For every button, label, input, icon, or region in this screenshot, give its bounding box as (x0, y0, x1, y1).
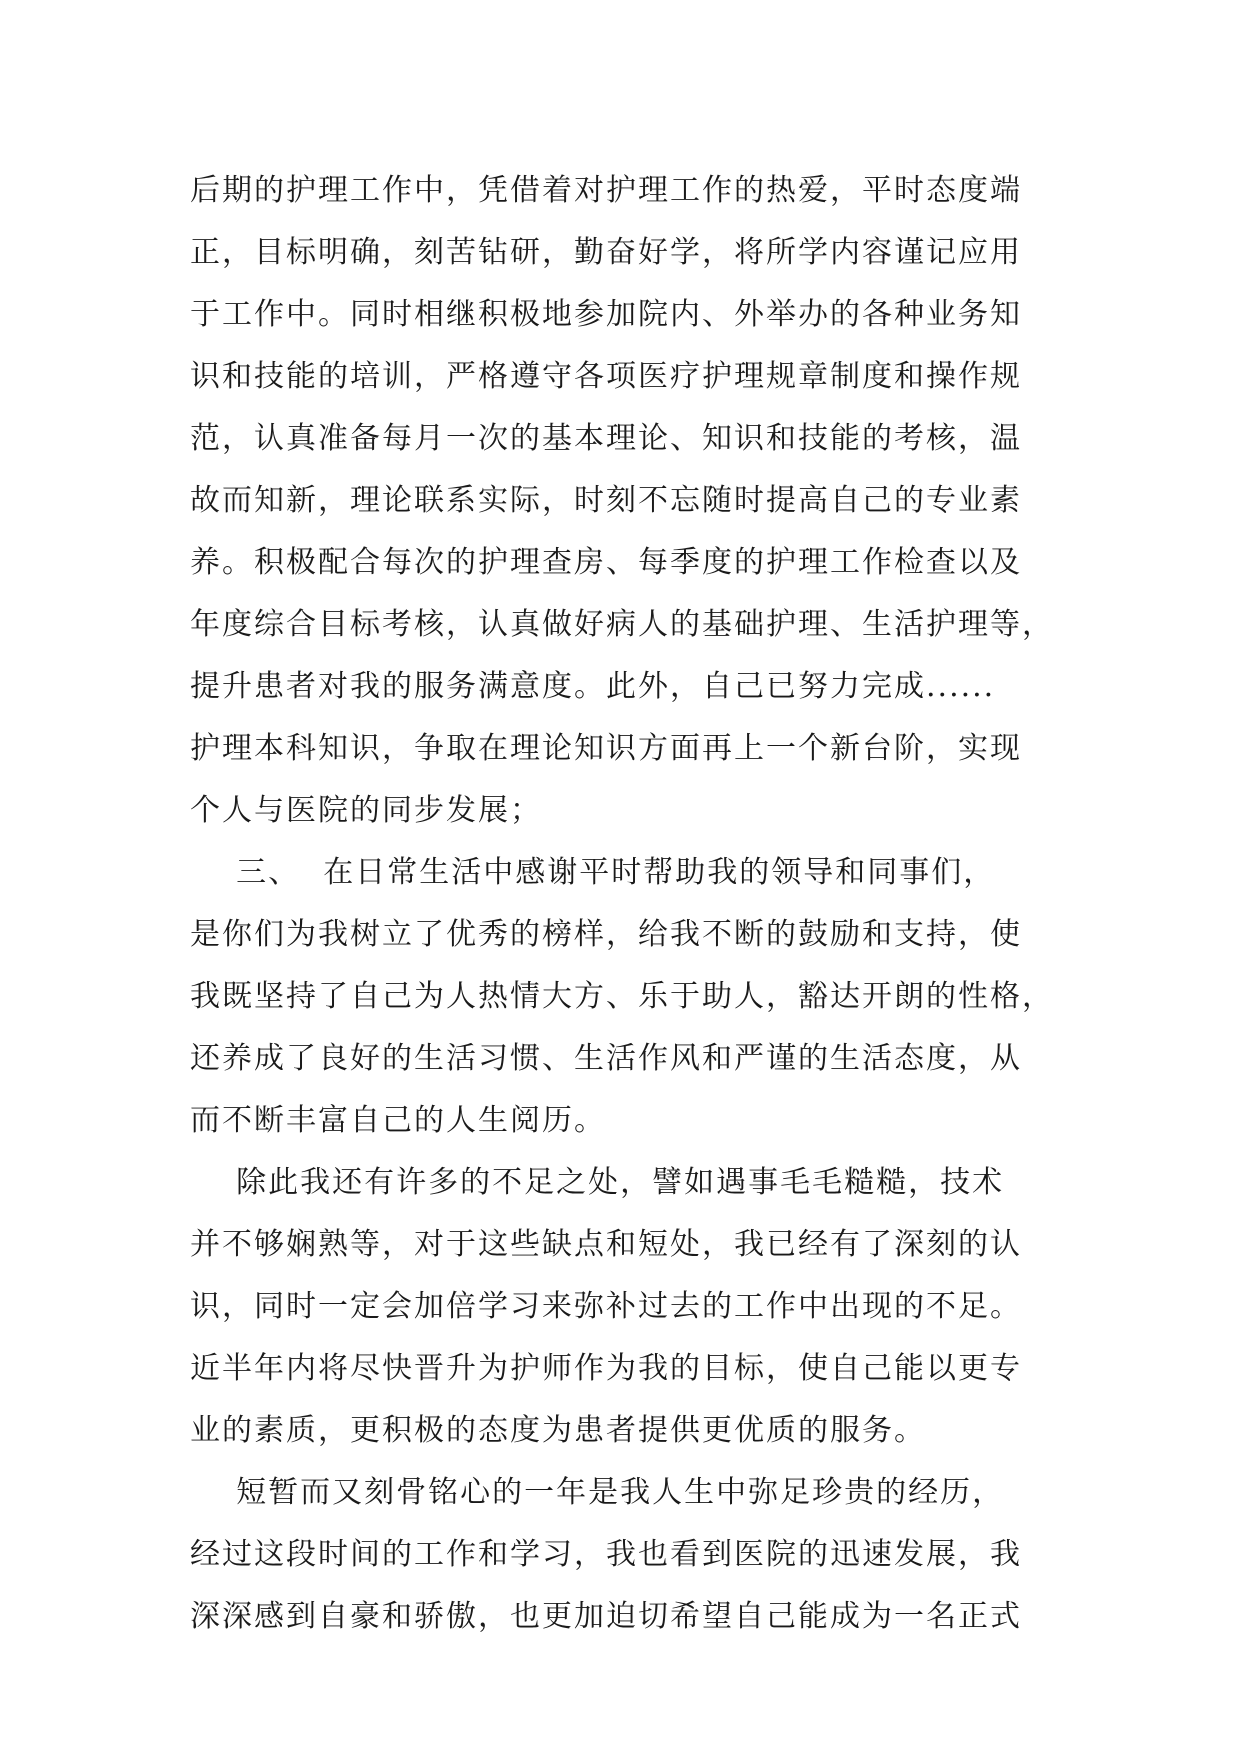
body-text (190, 160, 1090, 1648)
text-line: 近半年内将尽快晋升为护师作为我的目标，使自己能以更专 (190, 1351, 1022, 1386)
text-line: 还养成了良好的生活习惯、生活作风和严谨的生活态度，从 (190, 1041, 1022, 1076)
text-line: 经过这段时间的工作和学习，我也看到医院的迅速发展，我 (190, 1537, 1022, 1572)
text-line: 而不断丰富自己的人生阅历。 (190, 1103, 606, 1138)
text-line: 范，认真准备每月一次的基本理论、知识和技能的考核，温 (190, 421, 1022, 456)
text-line: 护理本科知识，争取在理论知识方面再上一个新台阶，实现 (190, 731, 1022, 766)
text-line: 短暂而又刻骨铭心的一年是我人生中弥足珍贵的经历， (190, 1475, 1005, 1510)
text-line: 我既坚持了自己为人热情大方、乐于助人，豁达开朗的性格， (190, 979, 1054, 1014)
text-line: 后期的护理工作中，凭借着对护理工作的热爱，平时态度端 (190, 173, 1022, 208)
text-line: 深深感到自豪和骄傲，也更加迫切希望自己能成为一名正式 (190, 1599, 1022, 1634)
text-line: 三、 在日常生活中感谢平时帮助我的领导和同事们， (190, 855, 996, 890)
text-line: 年度综合目标考核，认真做好病人的基础护理、生活护理等， (190, 607, 1054, 642)
text-line: 业的素质，更积极的态度为患者提供更优质的服务。 (190, 1413, 926, 1448)
text-line: 个人与医院的同步发展； (190, 793, 542, 828)
text-line: 识和技能的培训，严格遵守各项医疗护理规章制度和操作规 (190, 359, 1022, 394)
text-line: 除此我还有许多的不足之处，譬如遇事毛毛糙糙，技术 (190, 1165, 1005, 1200)
text-line: 并不够娴熟等，对于这些缺点和短处，我已经有了深刻的认 (190, 1227, 1022, 1262)
text-line: 养。积极配合每次的护理查房、每季度的护理工作检查以及 (190, 545, 1022, 580)
text-line: 故而知新，理论联系实际，时刻不忘随时提高自己的专业素 (190, 483, 1022, 518)
text-line: 提升患者对我的服务满意度。此外，自己已努力完成...... (190, 669, 996, 704)
text-line: 正，目标明确，刻苦钻研，勤奋好学，将所学内容谨记应用 (190, 235, 1022, 270)
text-line: 是你们为我树立了优秀的榜样，给我不断的鼓励和支持，使 (190, 917, 1022, 952)
text-line: 识，同时一定会加倍学习来弥补过去的工作中出现的不足。 (190, 1289, 1022, 1324)
text-line: 于工作中。同时相继积极地参加院内、外举办的各种业务知 (190, 297, 1022, 332)
